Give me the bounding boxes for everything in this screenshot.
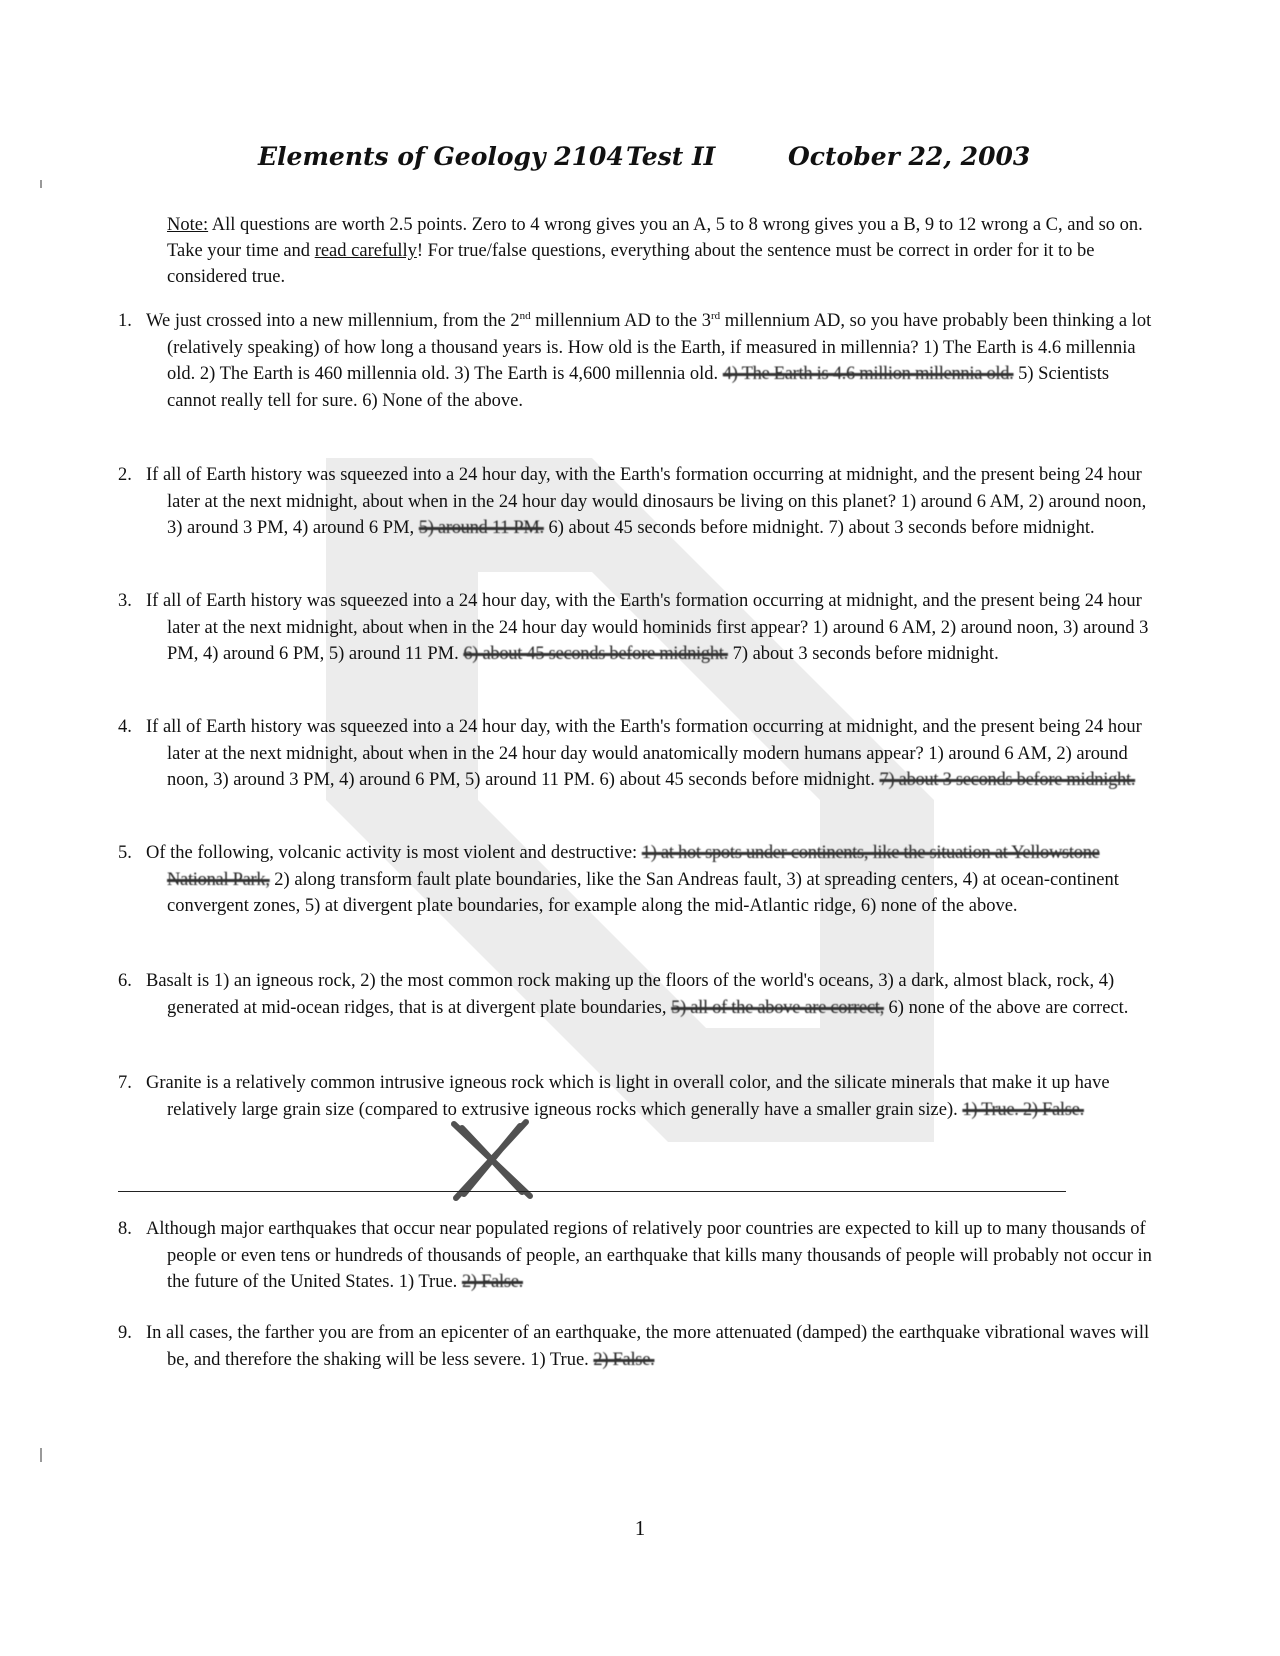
question-text: If all of Earth history was squeezed into a 24 hour day, with the Earth's formation occurring at midnight, and the present being 24 hour later at the next midnight, about when in the 24 hour day would anatomically modern humans appear? 1) around 6 AM, 2) around noon, 3) around 3 PM, 4) around 6 PM, 5) around 11 PM. 6) about 45 seconds before midnight. xyxy=(146,717,1142,790)
question-text: 6) none of the above are correct. xyxy=(883,997,1129,1018)
question-number: 1. xyxy=(118,311,132,331)
superscript: rd xyxy=(710,309,721,322)
question-number: 5. xyxy=(118,843,132,863)
note-emphasis: read carefully xyxy=(314,241,417,261)
question-3 xyxy=(118,588,1158,668)
note-label: Note: xyxy=(167,215,209,235)
scan-mark xyxy=(40,180,42,188)
question-text: 7) about 3 seconds before midnight. xyxy=(727,644,999,664)
question-7 xyxy=(118,1070,1158,1123)
question-number: 7. xyxy=(118,1073,132,1093)
crossed-out-answer: 2) False. xyxy=(461,1272,523,1292)
question-text: In all cases, the farther you are from an epicenter of an earthquake, the more attenuated (damped) the earthquake vibrational waves will be, and therefore the shaking will be less severe. 1) True. xyxy=(146,1323,1150,1370)
crossed-out-answer: 5) all of the above are correct, xyxy=(671,997,884,1018)
superscript: nd xyxy=(519,309,531,322)
question-text: 5) Scientists cannot really tell for sure. 6) None of the above. xyxy=(167,364,1110,411)
crossed-out-answer: 2) False. xyxy=(593,1349,655,1370)
question-text: We just crossed into a new millennium, from the 2 xyxy=(146,311,520,331)
section-divider xyxy=(118,1191,1066,1192)
question-1 xyxy=(118,308,1158,414)
crossed-out-answer: 1) True. 2) False. xyxy=(962,1099,1084,1120)
page-number: 1 xyxy=(634,1516,646,1540)
question-text: Although major earthquakes that occur near populated regions of relatively poor countries are expected to kill up to many thousands of people or even tens or hundreds of thousands of people, an earthquake that kills many thousands of people will probably not occur in the future of the United States. 1) True. xyxy=(146,1219,1152,1292)
test-title: Test II xyxy=(626,142,716,171)
question-text: If all of Earth history was squeezed into a 24 hour day, with the Earth's formation occurring at midnight, and the present being 24 hour later at the next midnight, about when in the 24 hour day would hominids first appear? 1) around 6 AM, 2) around noon, 3) around 3 PM, 4) around 6 PM, 5) around 11 PM. xyxy=(146,591,1149,664)
question-text: 2) along transform fault plate boundaries, like the San Andreas fault, 3) at spreading centers, 4) at ocean-continent convergent zones, 5) at divergent plate boundaries, for example along the mid-Atlantic ridge, 6) none of the above. xyxy=(167,869,1119,916)
question-5 xyxy=(118,840,1158,920)
question-8 xyxy=(118,1216,1158,1296)
question-text: Of the following, volcanic activity is most violent and destructive: xyxy=(146,843,642,863)
scribble-x-mark-icon xyxy=(442,1118,542,1202)
question-number: 6. xyxy=(118,971,132,991)
crossed-out-answer: 7) about 3 seconds before midnight. xyxy=(879,770,1136,790)
note-text-b: ! For true/false questions, everything about the sentence must be correct in order for it to be considered true. xyxy=(167,241,1095,287)
question-number: 4. xyxy=(118,717,132,737)
crossed-out-answer: 1) at hot spots under continents, like the situation at Yellowstone National Park, xyxy=(167,843,1100,890)
question-text: 6) about 45 seconds before midnight. 7) about 3 seconds before midnight. xyxy=(543,518,1095,538)
question-number: 9. xyxy=(118,1323,132,1343)
course-title: Elements of Geology 2104 xyxy=(258,142,624,171)
question-2 xyxy=(118,462,1158,542)
question-4 xyxy=(118,714,1158,794)
note-text-a: All questions are worth 2.5 points. Zero to 4 wrong gives you an A, 5 to 8 wrong gives you a B, 9 to 12 wrong a C, and so on. Take your time and xyxy=(167,215,1143,261)
question-text: millennium AD to the 3 xyxy=(530,311,711,331)
instructions-note xyxy=(167,212,1157,290)
crossed-out-answer: 6) about 45 seconds before midnight. xyxy=(463,644,728,664)
crossed-out-answer: 4) The Earth is 4.6 million millennia old. xyxy=(722,364,1014,384)
question-number: 8. xyxy=(118,1219,132,1239)
scan-mark xyxy=(40,1448,42,1462)
crossed-out-answer: 5) around 11 PM. xyxy=(418,518,544,538)
question-text: If all of Earth history was squeezed into a 24 hour day, with the Earth's formation occurring at midnight, and the present being 24 hour later at the next midnight, about when in the 24 hour day would dinosaurs be living on this planet? 1) around 6 AM, 2) around noon, 3) around 3 PM, 4) around 6 PM, xyxy=(146,465,1147,538)
question-text: millennium AD, so you have probably been thinking a lot (relatively speaking) of how long a thousand years is. How old is the Earth, if measured in millennia? 1) The Earth is 4.6 millennia old. 2) The Earth is 460 millennia old. 3) The Earth is 4,600 millennia old. xyxy=(167,311,1152,384)
question-9 xyxy=(118,1320,1158,1373)
question-6 xyxy=(118,968,1158,1021)
question-number: 2. xyxy=(118,465,132,485)
question-number: 3. xyxy=(118,591,132,611)
exam-date: October 22, 2003 xyxy=(788,142,1031,171)
question-text: Basalt is 1) an igneous rock, 2) the most common rock making up the floors of the world's oceans, 3) a dark, almost black, rock, 4) generated at mid-ocean ridges, that is at divergent plate boundaries, xyxy=(146,971,1115,1018)
question-text: Granite is a relatively common intrusive igneous rock which is light in overall color, and the silicate minerals that make it up have relatively large grain size (compared to extrusive igneous rocks which generally have a smaller grain size). xyxy=(146,1073,1110,1120)
